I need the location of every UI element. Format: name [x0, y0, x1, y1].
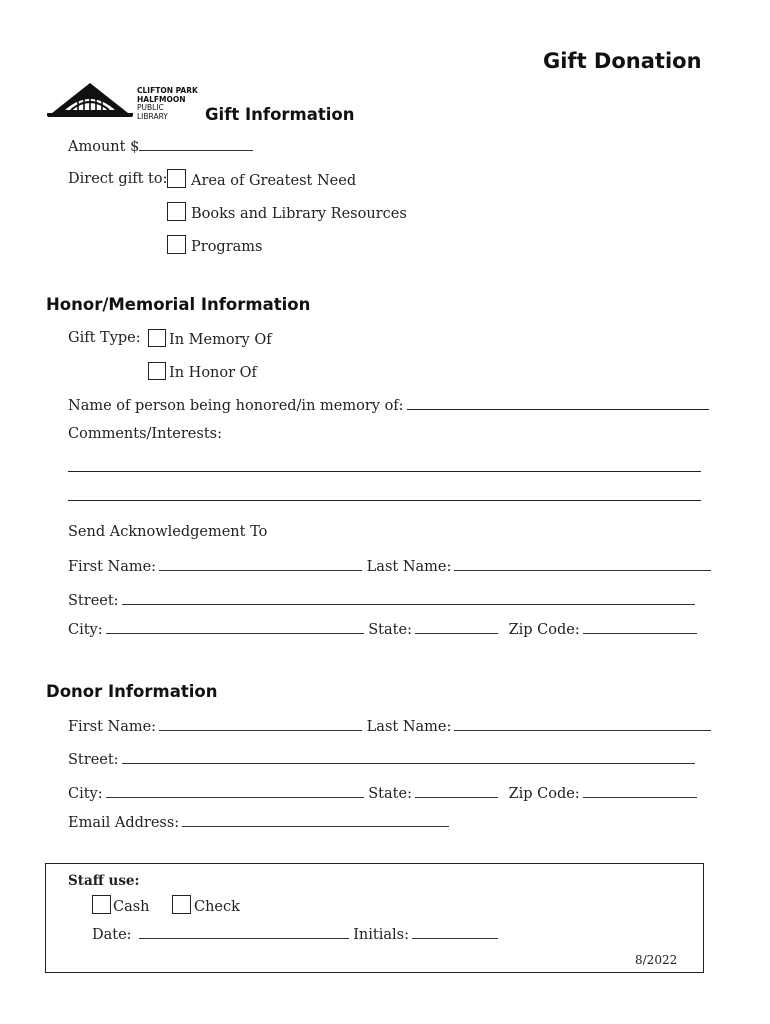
option-label: Cash: [113, 899, 150, 915]
ack-zip-field[interactable]: [583, 622, 697, 634]
checkbox[interactable]: [172, 895, 191, 914]
donor-city-field[interactable]: [106, 786, 364, 798]
comments-line[interactable]: [68, 500, 701, 501]
ack-street-field[interactable]: [122, 593, 695, 605]
honoree-label: Name of person being honored/in memory of:: [68, 398, 404, 414]
checkbox[interactable]: [148, 329, 166, 347]
donor-state-field[interactable]: [415, 786, 498, 798]
staff-use-box: [45, 863, 704, 973]
honoree-field[interactable]: [407, 398, 709, 410]
acknowledgement-label: Send Acknowledgement To: [68, 524, 268, 540]
option-programs[interactable]: [167, 235, 262, 255]
option-in-honor[interactable]: [148, 362, 257, 381]
ack-last-name-field[interactable]: [454, 559, 711, 571]
staff-use-heading: Staff use:: [68, 873, 140, 889]
donor-street-field[interactable]: [122, 752, 695, 764]
checkbox[interactable]: [92, 895, 111, 914]
zip-label: Zip Code:: [508, 786, 580, 802]
ack-city-field[interactable]: [106, 622, 364, 634]
option-label: Area of Greatest Need: [191, 173, 357, 189]
library-logo: [45, 80, 135, 120]
option-cash[interactable]: [92, 895, 150, 915]
option-label: In Honor Of: [169, 365, 257, 381]
logo-line: CLIFTON PARK: [137, 86, 198, 95]
amount-label: Amount $: [68, 139, 140, 155]
option-label: In Memory Of: [169, 332, 272, 348]
amount-field[interactable]: [139, 139, 253, 151]
donor-information-heading: Donor Information: [46, 682, 218, 701]
option-greatest-need[interactable]: [167, 169, 356, 189]
email-label: Email Address:: [68, 815, 180, 831]
donor-zip-field[interactable]: [583, 786, 697, 798]
staff-initials-field[interactable]: [412, 927, 498, 939]
amount-row: [68, 139, 253, 155]
library-logo-icon: [45, 80, 135, 120]
donor-city-row: [68, 786, 697, 802]
donor-street-row: [68, 752, 695, 768]
checkbox[interactable]: [148, 362, 166, 380]
gift-information-heading: Gift Information: [205, 105, 355, 124]
logo-line: PUBLIC: [137, 103, 164, 112]
ack-first-name-field[interactable]: [159, 559, 362, 571]
checkbox[interactable]: [167, 169, 186, 188]
option-label: Books and Library Resources: [191, 206, 407, 222]
city-label: City:: [68, 786, 103, 802]
option-label: Check: [194, 899, 240, 915]
honoree-row: [68, 398, 709, 414]
first-name-label: First Name:: [68, 719, 157, 735]
checkbox[interactable]: [167, 235, 186, 254]
street-label: Street:: [68, 752, 119, 768]
form-version: 8/2022: [635, 953, 678, 967]
donor-email-row: [68, 815, 449, 831]
ack-city-row: [68, 622, 697, 638]
option-in-memory[interactable]: [148, 329, 272, 348]
last-name-label: Last Name:: [366, 559, 452, 575]
city-label: City:: [68, 622, 103, 638]
state-label: State:: [368, 622, 412, 638]
donor-first-name-field[interactable]: [159, 719, 362, 731]
ack-name-row: [68, 559, 711, 575]
comments-line[interactable]: [68, 471, 701, 472]
ack-street-row: [68, 593, 695, 609]
staff-date-row: [92, 927, 498, 943]
last-name-label: Last Name:: [366, 719, 452, 735]
logo-line: LIBRARY: [137, 111, 168, 121]
ack-state-field[interactable]: [415, 622, 498, 634]
initials-label: Initials:: [353, 927, 409, 943]
zip-label: Zip Code:: [508, 622, 580, 638]
comments-label: Comments/Interests:: [68, 426, 222, 442]
library-logo-text: [137, 87, 198, 121]
honor-memorial-heading: Honor/Memorial Information: [46, 295, 311, 314]
first-name-label: First Name:: [68, 559, 157, 575]
staff-date-field[interactable]: [139, 927, 349, 939]
logo-line: HALFMOON: [137, 94, 186, 104]
checkbox[interactable]: [167, 202, 186, 221]
street-label: Street:: [68, 593, 119, 609]
date-label: Date:: [92, 927, 132, 943]
gift-type-label: Gift Type:: [68, 330, 141, 346]
donor-name-row: [68, 719, 711, 735]
option-books-resources[interactable]: [167, 202, 407, 222]
donor-email-field[interactable]: [182, 815, 449, 827]
donor-last-name-field[interactable]: [454, 719, 711, 731]
option-check[interactable]: [172, 895, 240, 915]
option-label: Programs: [191, 239, 263, 255]
state-label: State:: [368, 786, 412, 802]
direct-gift-label: Direct gift to:: [68, 171, 168, 187]
page-title: Gift Donation: [543, 49, 702, 73]
